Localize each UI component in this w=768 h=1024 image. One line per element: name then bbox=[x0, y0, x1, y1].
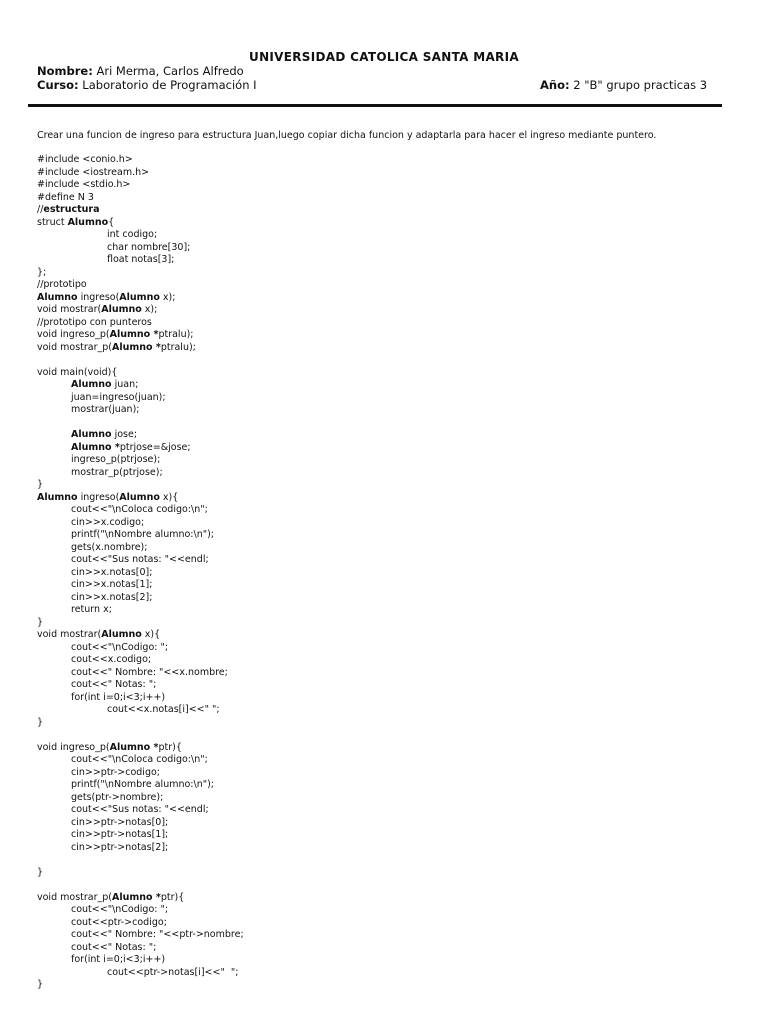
code-line bbox=[37, 204, 737, 217]
code-keyword: Alumno * bbox=[71, 441, 120, 453]
code-line bbox=[37, 379, 737, 392]
code-line bbox=[37, 667, 737, 680]
code-text: x){ bbox=[159, 491, 179, 503]
code-text: cout<<x.codigo; bbox=[71, 654, 152, 665]
code-line bbox=[37, 929, 737, 942]
code-keyword: Alumno * bbox=[109, 741, 159, 753]
code-line bbox=[37, 979, 737, 992]
code-line bbox=[37, 442, 737, 455]
code-line bbox=[37, 354, 737, 367]
code-line bbox=[37, 604, 737, 617]
code-keyword: Alumno * bbox=[109, 329, 159, 340]
code-text: } bbox=[37, 979, 44, 990]
code-line bbox=[37, 567, 737, 580]
code-line bbox=[37, 904, 737, 917]
code-text: cout<<"\nColoca codigo:\n"; bbox=[71, 754, 208, 765]
code-text: gets(x.nombre); bbox=[71, 541, 148, 553]
code-text: cout<<"\nColoca codigo:\n"; bbox=[71, 504, 208, 515]
code-line bbox=[37, 267, 737, 280]
code-line bbox=[37, 167, 737, 180]
student-name-line bbox=[37, 64, 244, 78]
code-text: ptralu); bbox=[158, 329, 194, 340]
page-title: UNIVERSIDAD CATOLICA SANTA MARIA bbox=[249, 50, 519, 64]
code-line bbox=[37, 642, 737, 655]
code-line bbox=[37, 317, 737, 330]
code-text: cout<<ptr->notas[i]<<" "; bbox=[107, 966, 239, 978]
code-text: cin>>ptr->notas[1]; bbox=[71, 829, 169, 840]
code-text: cout<<" Notas: "; bbox=[71, 941, 157, 953]
code-line bbox=[37, 517, 737, 530]
code-line bbox=[37, 429, 737, 442]
code-line bbox=[37, 254, 737, 267]
code-text: void main(void){ bbox=[37, 366, 118, 378]
code-text: cin>>x.notas[1]; bbox=[71, 579, 153, 590]
code-text: mostrar(juan); bbox=[71, 404, 140, 415]
code-keyword: Alumno bbox=[71, 379, 112, 390]
code-text: cout<<"\nCodigo: "; bbox=[71, 904, 169, 915]
code-line bbox=[37, 954, 737, 967]
code-text: void ingreso_p( bbox=[37, 329, 110, 340]
code-line bbox=[37, 942, 737, 955]
code-text: { bbox=[108, 216, 115, 228]
code-keyword: Alumno bbox=[119, 291, 160, 303]
code-text: } bbox=[37, 479, 44, 490]
code-line bbox=[37, 242, 737, 255]
code-line bbox=[37, 779, 737, 792]
code-text: }; bbox=[37, 266, 47, 278]
code-line bbox=[37, 679, 737, 692]
code-line bbox=[37, 617, 737, 630]
code-text: void ingreso_p( bbox=[37, 741, 110, 753]
code-listing bbox=[37, 154, 737, 992]
code-text: cin>>ptr->codigo; bbox=[71, 766, 160, 778]
code-text: struct bbox=[37, 216, 68, 228]
code-text: void mostrar_p( bbox=[37, 891, 112, 903]
code-keyword: estructura bbox=[43, 204, 100, 215]
code-line bbox=[37, 917, 737, 930]
code-line bbox=[37, 504, 737, 517]
code-keyword: Alumno bbox=[37, 491, 78, 503]
code-text: void mostrar( bbox=[37, 304, 102, 315]
code-line bbox=[37, 767, 737, 780]
code-text: } bbox=[37, 616, 44, 628]
course-label: Curso: bbox=[37, 78, 79, 92]
code-line bbox=[37, 479, 737, 492]
code-line bbox=[37, 329, 737, 342]
code-text: #include <conio.h> bbox=[37, 154, 133, 165]
code-keyword: Alumno bbox=[37, 291, 78, 303]
code-text: ptr){ bbox=[158, 741, 182, 753]
code-line bbox=[37, 417, 737, 430]
course-value: Laboratorio de Programación I bbox=[78, 78, 257, 92]
code-text: } bbox=[37, 866, 44, 878]
code-line bbox=[37, 292, 737, 305]
code-keyword: Alumno bbox=[101, 304, 142, 315]
code-keyword: Alumno bbox=[71, 429, 112, 440]
code-text: cin>>x.codigo; bbox=[71, 516, 145, 528]
course-line bbox=[37, 78, 257, 92]
name-value: Ari Merma, Carlos Alfredo bbox=[92, 64, 244, 78]
code-line bbox=[37, 704, 737, 717]
code-line bbox=[37, 742, 737, 755]
code-text: cin>>x.notas[2]; bbox=[71, 591, 153, 603]
code-text: cout<<"Sus notas: "<<endl; bbox=[71, 554, 209, 565]
code-line bbox=[37, 817, 737, 830]
code-text: //prototipo bbox=[37, 279, 87, 290]
code-line bbox=[37, 867, 737, 880]
code-line bbox=[37, 192, 737, 205]
code-text: cout<<" Nombre: "<<ptr->nombre; bbox=[71, 929, 244, 940]
code-line bbox=[37, 367, 737, 380]
code-text: cout<<"Sus notas: "<<endl; bbox=[71, 804, 209, 815]
code-text: cout<<"\nCodigo: "; bbox=[71, 641, 169, 653]
code-line bbox=[37, 554, 737, 567]
code-line bbox=[37, 454, 737, 467]
code-line bbox=[37, 404, 737, 417]
code-keyword: Alumno bbox=[119, 491, 160, 503]
name-label: Nombre: bbox=[37, 64, 93, 78]
code-line bbox=[37, 467, 737, 480]
code-text: x){ bbox=[141, 629, 161, 640]
code-text: cin>>x.notas[0]; bbox=[71, 566, 153, 578]
code-text: for(int i=0;i<3;i++) bbox=[71, 691, 166, 703]
code-line bbox=[37, 217, 737, 230]
code-text: cin>>ptr->notas[0]; bbox=[71, 816, 169, 828]
code-line bbox=[37, 729, 737, 742]
code-line bbox=[37, 842, 737, 855]
code-text: cout<<ptr->codigo; bbox=[71, 916, 167, 928]
code-line bbox=[37, 892, 737, 905]
code-line bbox=[37, 392, 737, 405]
code-line bbox=[37, 304, 737, 317]
code-line bbox=[37, 179, 737, 192]
code-line bbox=[37, 229, 737, 242]
header-divider bbox=[28, 104, 722, 107]
code-text: ingreso( bbox=[77, 291, 120, 303]
code-line bbox=[37, 879, 737, 892]
year-line bbox=[540, 78, 707, 92]
code-line bbox=[37, 592, 737, 605]
code-line bbox=[37, 492, 737, 505]
code-text: gets(ptr->nombre); bbox=[71, 791, 164, 803]
code-text: cout<<" Nombre: "<<x.nombre; bbox=[71, 666, 228, 678]
code-text: int codigo; bbox=[107, 229, 158, 240]
code-text: //prototipo con punteros bbox=[37, 316, 152, 328]
code-line bbox=[37, 654, 737, 667]
code-line bbox=[37, 154, 737, 167]
code-keyword: Alumno * bbox=[111, 891, 161, 903]
code-text: for(int i=0;i<3;i++) bbox=[71, 954, 166, 965]
code-text: void mostrar_p( bbox=[37, 341, 112, 353]
code-text: printf("\nNombre alumno:\n"); bbox=[71, 529, 214, 540]
code-text: x); bbox=[141, 304, 158, 315]
code-line bbox=[37, 342, 737, 355]
code-line bbox=[37, 754, 737, 767]
code-line bbox=[37, 629, 737, 642]
code-text: } bbox=[37, 716, 44, 728]
code-text: // bbox=[37, 204, 44, 215]
code-text: ptralu); bbox=[160, 341, 196, 353]
code-line bbox=[37, 579, 737, 592]
code-line bbox=[37, 542, 737, 555]
exercise-statement: Crear una funcion de ingreso para estructura Juan,luego copiar dicha funcion y adaptarla para hacer el ingreso mediante puntero. bbox=[37, 130, 657, 141]
code-keyword: Alumno bbox=[67, 216, 109, 228]
code-text: mostrar_p(ptrjose); bbox=[71, 466, 163, 478]
code-text: cout<<" Notas: "; bbox=[71, 679, 157, 690]
code-text: juan; bbox=[111, 379, 139, 390]
code-text: #include <iostream.h> bbox=[37, 166, 150, 178]
code-keyword: Alumno bbox=[101, 629, 142, 640]
code-line bbox=[37, 829, 737, 842]
code-text: cin>>ptr->notas[2]; bbox=[71, 841, 169, 853]
code-text: jose; bbox=[111, 429, 138, 440]
code-text: ingreso_p(ptrjose); bbox=[71, 454, 161, 465]
code-line bbox=[37, 717, 737, 730]
code-text: return x; bbox=[71, 604, 112, 615]
code-line bbox=[37, 279, 737, 292]
code-text: ptrjose=&jose; bbox=[119, 441, 191, 453]
code-text: char nombre[30]; bbox=[107, 241, 191, 253]
code-text: float notas[3]; bbox=[107, 254, 175, 265]
code-line bbox=[37, 529, 737, 542]
code-line bbox=[37, 854, 737, 867]
code-text: x); bbox=[159, 291, 176, 303]
code-text: ptr){ bbox=[160, 891, 185, 903]
code-line bbox=[37, 967, 737, 980]
year-label: Año: bbox=[540, 78, 570, 92]
code-text: #define N 3 bbox=[37, 191, 94, 203]
code-keyword: Alumno * bbox=[111, 341, 161, 353]
code-text: void mostrar( bbox=[37, 629, 102, 640]
code-text: cout<<x.notas[i]<<" "; bbox=[107, 704, 220, 715]
year-value: 2 "B" grupo practicas 3 bbox=[569, 78, 708, 92]
code-text: ingreso( bbox=[77, 491, 120, 503]
code-text: printf("\nNombre alumno:\n"); bbox=[71, 779, 214, 790]
code-text: juan=ingreso(juan); bbox=[71, 391, 166, 403]
code-line bbox=[37, 692, 737, 705]
code-text: #include <stdio.h> bbox=[37, 179, 131, 190]
code-line bbox=[37, 804, 737, 817]
code-line bbox=[37, 792, 737, 805]
